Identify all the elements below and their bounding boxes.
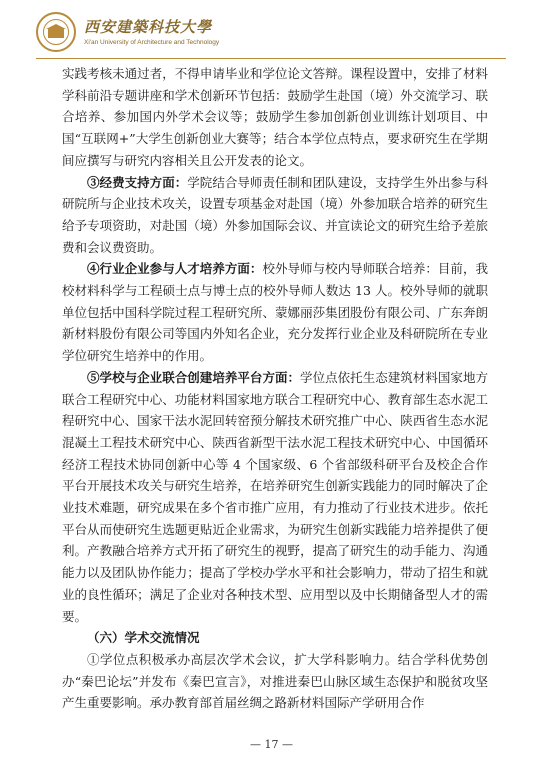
- page-header: [36, 12, 506, 56]
- paragraph-lead: ④行业企业参与人才培养方面：: [87, 261, 263, 277]
- paragraph-industry: ④行业企业参与人才培养方面：校外导师与校内导师联合培养：目前，我校材料科学与工程硕士点与博士点的校外导师人数达 13 人。校外导师的就职单位包括中国科学院过程工程研究所、蒙娜丽莎集团股份有限公司、广东奔朗新材料股份有限公司等国内外知名企业，充分发挥行业企业及科研院所在专业学位研究生培养中的作用。: [62, 261, 488, 364]
- university-seal-logo: [36, 12, 76, 52]
- paragraph-academic-exchange: ①学位点积极承办高层次学术会议，扩大学科影响力。结合学科优势创办“秦巴论坛”并发布《秦巴宣言》，对推进秦巴山脉区域生态保护和脱贫攻坚产生重要影响。承办教育部首届丝绸之路新材料国际产学研用合作: [62, 651, 488, 711]
- paragraph-lead: ③经费支持方面：: [87, 174, 188, 190]
- section-heading: （六）学术交流情况: [87, 630, 200, 646]
- paragraph-lead: ⑤学校与企业联合创建培养平台方面：: [87, 369, 301, 385]
- university-name-en: Xi'an University of Architecture and Technology: [84, 39, 220, 46]
- paragraph-funding: ③经费支持方面：学院结合导师责任制和团队建设，支持学生外出参与科研院所与企业技术攻关，设置专项基金对赴国（境）外参加联合培养的研究生给予专项资助，对赴国（境）外参加国际会议、并宣读论文的研究生给予差旅费和会议费资助。: [62, 174, 488, 255]
- university-name-cn: 西安建築科技大學: [84, 18, 213, 36]
- paragraph-1: 实践考核未通过者，不得申请毕业和学位论文答辩。课程设置中，安排了材料学科前沿专题讲座和学术创新环节包括：鼓励学生赴国（境）外交流学习、联合培养、参加国内外学术会议等；鼓励学生参加创新创业训练计划项目、中国“互联网+”大学生创新创业大赛等；结合本学位点特点，要求研究生在学期间应撰写与研究内容相关且公开发表的论文。: [62, 66, 488, 168]
- body-text: [62, 63, 488, 714]
- header-rule: [36, 58, 506, 59]
- paragraph-platform: ⑤学校与企业联合创建培养平台方面：学位点依托生态建筑材料国家地方联合工程研究中心、功能材料国家地方联合工程研究中心、教育部生态水泥工程研究中心、国家干法水泥回转窑预分解技术研究推广中心、陕西省生态水泥混凝土工程技术研究中心、陕西省新型干法水泥工程技术研究中心、中国循环经济工程技术协同创新中心等 4 个国家级、6 个省部级科研平台及校企合作平台开展技术攻关与研究生培养，在培养研究生创新实践能力的同时解决了企业技术难题，研究成果在多个省市推广应用，有力推动了行业技术进步。依托平台从而使研究生选题更贴近企业需求，为研究生创新实践能力培养提供了便利。产教融合培养方式开拓了研究生的视野，提高了研究生的动手能力、沟通能力以及团队协作能力；提高了学校办学水平和社会影响力，带动了招生和就业的良性循环；满足了企业对各种技术型、应用型以及中长期储备型人才的需要。: [62, 369, 488, 624]
- page-number: — 17 —: [250, 738, 293, 751]
